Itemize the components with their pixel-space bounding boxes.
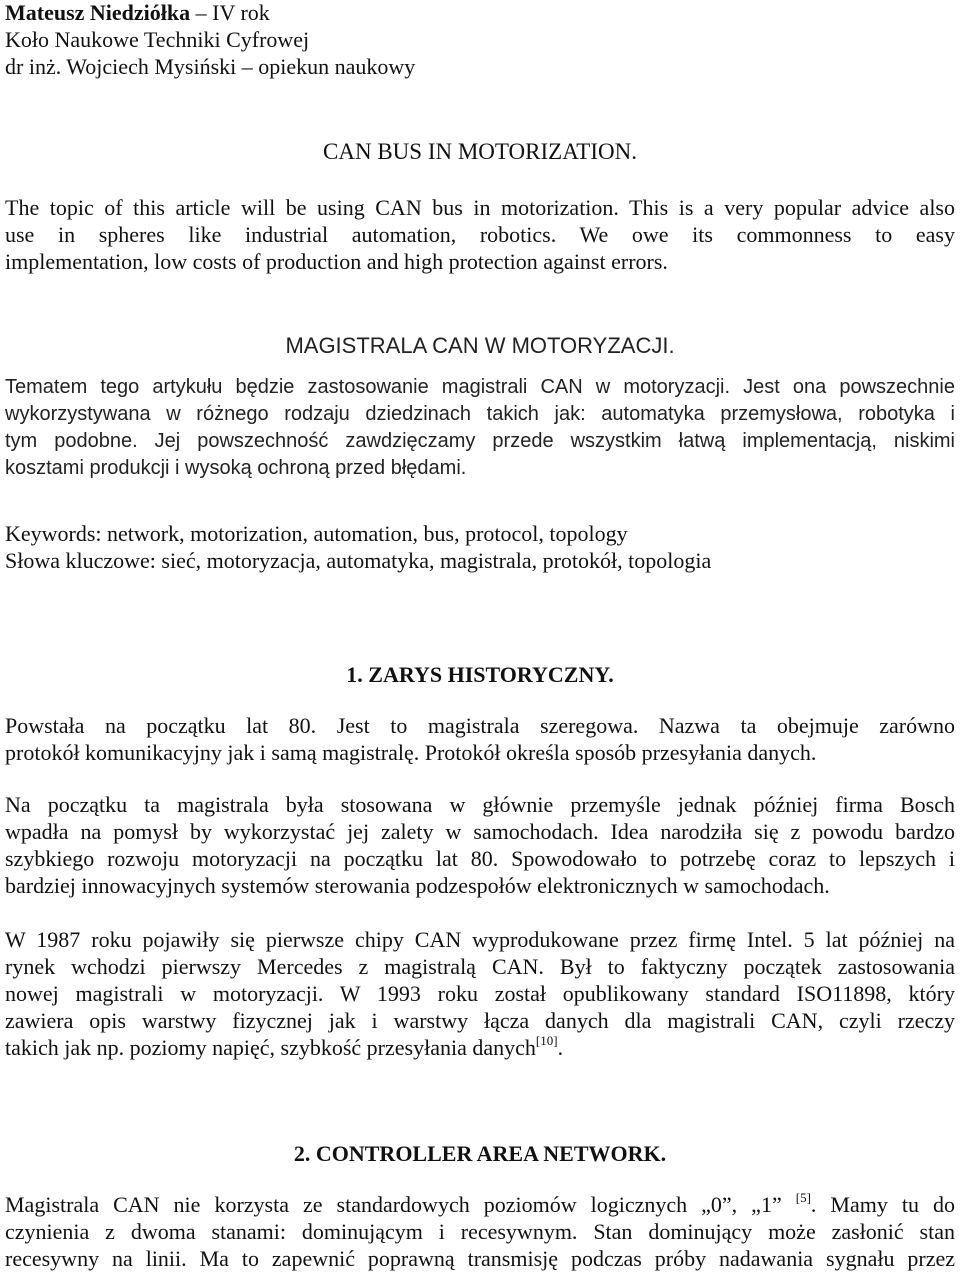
abstract-pl-line: kosztami produkcji i wysoką ochroną przed błędami. [5, 457, 467, 479]
paragraph-line: nowej magistrali w motoryzacji. W 1993 roku został opublikowany standard ISO11898, który [5, 981, 955, 1006]
abstract-pl [5, 374, 955, 482]
paragraph-text: Magistrala CAN nie korzysta ze standardowych poziomów logicznych „0”, „1” [5, 1192, 796, 1217]
abstract-en-line: implementation, low costs of production and high protection against errors. [5, 249, 668, 274]
abstract-pl-line: wykorzystywana w różnego rodzaju dziedzinach takich jak: automatyka przemysłowa, robotyka i [5, 403, 955, 425]
abstract-pl-line: Tematem tego artykułu będzie zastosowanie magistrali CAN w motoryzacji. Jest ona powszechnie [5, 376, 955, 398]
reference-marker: [5] [795, 1190, 811, 1205]
section-2-paragraph-1 [5, 1191, 955, 1272]
section-2-heading: 2. CONTROLLER AREA NETWORK. [293, 1141, 667, 1166]
section-1-paragraph-2 [5, 791, 955, 899]
paragraph-line: czynienia z dwoma stanami: dominującym i recesywnym. Stan dominujący może zasłonić stan [5, 1219, 955, 1244]
paragraph-line: rynek wchodzi pierwszy Mercedes z magistralą CAN. Był to faktyczny początek zastosowania [5, 954, 955, 979]
reference-marker: [10] [535, 1033, 558, 1048]
author-name: Mateusz Niedziółka [5, 0, 191, 25]
keywords-pl: Słowa kluczowe: sieć, motoryzacja, automatyka, magistrala, protokół, topologia [5, 548, 712, 573]
paragraph-line: recesywny na linii. Ma to zapewnić poprawną transmisję podczas próby nadawania sygnału przez [5, 1246, 955, 1271]
paragraph-line: protokół komunikacyjny jak i samą magistralę. Protokół określa sposób przesyłania danych. [5, 740, 817, 765]
paragraph-line: zawiera opis warstwy fizycznej jak i warstwy łącza danych dla magistrali CAN, czyli rzeczy [5, 1008, 955, 1033]
paragraph-first-line [5, 1191, 955, 1218]
author-year: – IV rok [190, 0, 270, 25]
paragraph-text: . Mamy tu do [810, 1192, 955, 1217]
paragraph-text: takich jak np. poziomy napięć, szybkość przesyłania danych [5, 1035, 536, 1060]
supervisor: dr inż. Wojciech Mysiński – opiekun naukowy [5, 54, 416, 79]
paragraph-line: szybkiego rozwoju motoryzacji na początku lat 80. Spowodowało to potrzebę coraz to lepszych i [5, 846, 955, 871]
paragraph-last-line [5, 1034, 955, 1061]
paragraph-line: Powstała na początku lat 80. Jest to magistrala szeregowa. Nazwa ta obejmuje zarówno [5, 713, 955, 738]
paragraph-line: W 1987 roku pojawiły się pierwsze chipy CAN wyprodukowane przez firmę Intel. 5 lat później na [5, 927, 955, 952]
paragraph-text: . [557, 1035, 564, 1060]
section-1-paragraph-3 [5, 926, 955, 1061]
section-1-heading: 1. ZARYS HISTORYCZNY. [346, 662, 614, 687]
paragraph-line: wpadła na pomysł by wykorzystać jej zalety w samochodach. Idea narodziła się z powodu bardzo [5, 819, 955, 844]
abstract-pl-line: tym podobne. Jej powszechność zawdzięczamy przede wszystkim łatwą implementacją, niskimi [5, 430, 955, 452]
paragraph-line: Na początku ta magistrala była stosowana w głównie przemyśle jednak później firma Bosch [5, 792, 955, 817]
section-1-paragraph-1 [5, 712, 955, 766]
paragraph-line: bardziej innowacyjnych systemów sterowania podzespołów elektronicznych w samochodach. [5, 873, 830, 898]
abstract-en [5, 194, 955, 275]
abstract-en-line: use in spheres like industrial automation, robotics. We owe its commonness to easy [5, 222, 955, 247]
abstract-en-line: The topic of this article will be using CAN bus in motorization. This is a very popular advice also [5, 195, 955, 220]
title-pl: MAGISTRALA CAN W MOTORYZACJI. [285, 333, 675, 358]
affiliation: Koło Naukowe Techniki Cyfrowej [5, 27, 310, 52]
title-en: CAN BUS IN MOTORIZATION. [323, 139, 637, 164]
author-line [5, 2, 270, 24]
keywords-en: Keywords: network, motorization, automation, bus, protocol, topology [5, 521, 628, 546]
